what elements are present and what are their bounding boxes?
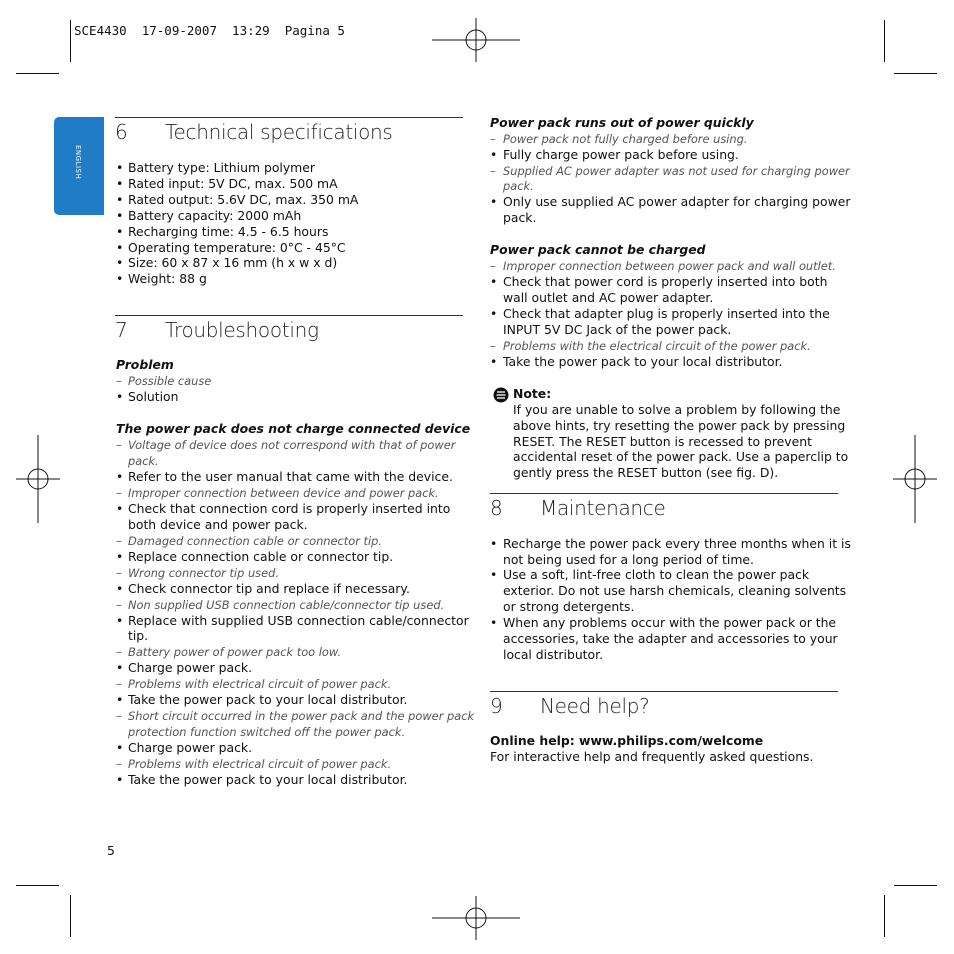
solution-text: Take the power pack to your local distributor. bbox=[503, 354, 783, 369]
cause-text: Supplied AC power adapter was not used for charging power bbox=[503, 164, 850, 178]
solution-text: pack. bbox=[503, 210, 537, 225]
note-label: Note: bbox=[513, 386, 552, 401]
maintenance-line: exterior. Do not use harsh chemicals, cleaning solvents bbox=[503, 583, 847, 598]
section-heading-technical-specifications bbox=[115, 120, 393, 144]
solution-text: Take the power pack to your local distributor. bbox=[128, 772, 408, 787]
section-heading-maintenance bbox=[490, 496, 666, 520]
section-title: Troubleshooting bbox=[165, 318, 319, 342]
spec-item: Size: 60 x 87 x 16 mm (h x w x d) bbox=[128, 255, 338, 270]
cause-text: Problems with electrical circuit of power pack. bbox=[128, 757, 392, 771]
solution-text: Take the power pack to your local distributor. bbox=[128, 692, 408, 707]
section-rule bbox=[490, 493, 838, 494]
legend-solution: Solution bbox=[128, 389, 179, 404]
crop-mark-line bbox=[894, 885, 937, 886]
section-heading-need-help bbox=[490, 694, 649, 718]
section-number: 8 bbox=[490, 496, 503, 520]
bullet: • bbox=[116, 581, 124, 596]
solution-text: Replace connection cable or connector tip. bbox=[128, 549, 394, 564]
cause-text: Short circuit occurred in the power pack and the power pack bbox=[128, 709, 475, 723]
bullet: • bbox=[116, 692, 124, 707]
crop-mark-line bbox=[70, 895, 71, 937]
online-help-text: For interactive help and frequently asked questions. bbox=[490, 749, 814, 764]
maintenance-line: local distributor. bbox=[503, 647, 604, 662]
section-number: 7 bbox=[115, 318, 128, 342]
spec-item: Recharging time: 4.5 - 6.5 hours bbox=[128, 224, 329, 239]
cause-text: Improper connection between device and power pack. bbox=[128, 486, 439, 500]
dash: – bbox=[116, 438, 122, 452]
section-rule bbox=[490, 691, 838, 692]
spec-item: Battery type: Lithium polymer bbox=[128, 160, 315, 175]
crop-mark-line bbox=[884, 20, 885, 62]
spec-item: Battery capacity: 2000 mAh bbox=[128, 208, 302, 223]
solution-text: Check that power cord is properly inserted into both bbox=[503, 274, 828, 289]
dash: – bbox=[116, 566, 122, 580]
bullet: • bbox=[116, 160, 124, 175]
solution-text: Charge power pack. bbox=[128, 660, 253, 675]
solution-text: tip. bbox=[128, 628, 149, 643]
dash: – bbox=[116, 709, 122, 723]
bullet: • bbox=[116, 255, 124, 270]
maintenance-line: When any problems occur with the power pack or the bbox=[503, 615, 837, 630]
maintenance-line: not being used for a long period of time. bbox=[503, 552, 754, 567]
note-line: above hints, try resetting the power pack by pressing bbox=[513, 418, 846, 433]
bullet: • bbox=[490, 354, 498, 369]
cause-text: Voltage of device does not correspond with that of power bbox=[128, 438, 456, 452]
bullet: • bbox=[116, 469, 124, 484]
solution-text: Replace with supplied USB connection cable/connector bbox=[128, 613, 469, 628]
crop-mark-line bbox=[70, 20, 71, 62]
legend-cause: Possible cause bbox=[128, 374, 212, 388]
crop-mark-line bbox=[894, 73, 937, 74]
bullet: • bbox=[490, 567, 498, 582]
dash: – bbox=[116, 534, 122, 548]
maintenance-line: accessories, take the adapter and accessories to your bbox=[503, 631, 838, 646]
language-tab bbox=[54, 117, 104, 215]
dash: – bbox=[490, 339, 496, 353]
spec-item: Weight: 88 g bbox=[128, 271, 207, 286]
cause-text: Improper connection between power pack and wall outlet. bbox=[503, 259, 836, 273]
maintenance-line: Use a soft, lint-free cloth to clean the power pack bbox=[503, 567, 810, 582]
cause-text: Problems with electrical circuit of power pack. bbox=[128, 677, 392, 691]
dash: – bbox=[116, 374, 122, 388]
bullet: • bbox=[490, 615, 498, 630]
solution-text: wall outlet and AC power adapter. bbox=[503, 290, 714, 305]
section-number: 6 bbox=[115, 120, 128, 144]
section-title: Need help? bbox=[540, 694, 650, 718]
spec-item: Rated output: 5.6V DC, max. 350 mA bbox=[128, 192, 359, 207]
bullet: • bbox=[116, 549, 124, 564]
maintenance-line: Recharge the power pack every three months when it is bbox=[503, 536, 851, 551]
bullet: • bbox=[116, 240, 124, 255]
registration-mark-bottom bbox=[432, 896, 522, 940]
cause-text: pack. bbox=[128, 454, 159, 468]
note-line: accidental reset of the power pack. Use a paperclip to bbox=[513, 449, 849, 464]
note-line: If you are unable to solve a problem by following the bbox=[513, 402, 841, 417]
problem-title: The power pack does not charge connected device bbox=[116, 421, 471, 436]
bullet: • bbox=[490, 306, 498, 321]
dash: – bbox=[116, 486, 122, 500]
cause-text: Wrong connector tip used. bbox=[128, 566, 279, 580]
dash: – bbox=[116, 677, 122, 691]
solution-text: both device and power pack. bbox=[128, 517, 308, 532]
cause-text: Battery power of power pack too low. bbox=[128, 645, 342, 659]
dash: – bbox=[490, 259, 496, 273]
solution-text: Check that connection cord is properly inserted into bbox=[128, 501, 451, 516]
bullet: • bbox=[116, 271, 124, 286]
problem-title: Power pack cannot be charged bbox=[490, 242, 706, 257]
cause-text: protection function switched off the power pack. bbox=[128, 725, 406, 739]
solution-text: Only use supplied AC power adapter for charging power bbox=[503, 194, 851, 209]
dash: – bbox=[116, 598, 122, 612]
dash: – bbox=[116, 757, 122, 771]
cause-text: Power pack not fully charged before using. bbox=[503, 132, 748, 146]
section-title: Technical specifications bbox=[165, 120, 393, 144]
bullet: • bbox=[490, 274, 498, 289]
bullet: • bbox=[116, 192, 124, 207]
solution-text: INPUT 5V DC Jack of the power pack. bbox=[503, 322, 732, 337]
crop-mark-line bbox=[16, 885, 59, 886]
registration-mark-right bbox=[893, 435, 937, 525]
maintenance-line: or strong detergents. bbox=[503, 599, 635, 614]
bullet: • bbox=[490, 147, 498, 162]
crop-mark-line bbox=[884, 895, 885, 937]
bullet: • bbox=[116, 740, 124, 755]
bullet: • bbox=[116, 660, 124, 675]
solution-text: Refer to the user manual that came with the device. bbox=[128, 469, 453, 484]
solution-text: Check that adapter plug is properly inserted into the bbox=[503, 306, 830, 321]
cause-text: Problems with the electrical circuit of the power pack. bbox=[503, 339, 811, 353]
bullet: • bbox=[116, 501, 124, 516]
bullet: • bbox=[116, 208, 124, 223]
bullet: • bbox=[116, 389, 124, 404]
dash: – bbox=[490, 164, 496, 178]
solution-text: Fully charge power pack before using. bbox=[503, 147, 739, 162]
section-number: 9 bbox=[490, 694, 503, 718]
page-number: 5 bbox=[107, 843, 115, 858]
cause-text: Non supplied USB connection cable/connector tip used. bbox=[128, 598, 445, 612]
language-tab-label: ENGLISH bbox=[74, 145, 82, 180]
crop-mark-line bbox=[16, 73, 59, 74]
cause-text: pack. bbox=[503, 179, 534, 193]
note-icon bbox=[493, 387, 509, 403]
note-line: RESET. The RESET button is recessed to prevent bbox=[513, 434, 812, 449]
note-line: gently press the RESET button (see fig. D). bbox=[513, 465, 779, 480]
bullet: • bbox=[116, 613, 124, 628]
spec-item: Operating temperature: 0°C - 45°C bbox=[128, 240, 346, 255]
section-rule bbox=[115, 315, 463, 316]
bullet: • bbox=[116, 176, 124, 191]
cause-text: Damaged connection cable or connector tip. bbox=[128, 534, 382, 548]
solution-text: Check connector tip and replace if necessary. bbox=[128, 581, 410, 596]
solution-text: Charge power pack. bbox=[128, 740, 253, 755]
bullet: • bbox=[490, 536, 498, 551]
bullet: • bbox=[490, 194, 498, 209]
registration-mark-left bbox=[16, 435, 60, 525]
problem-title: Power pack runs out of power quickly bbox=[490, 115, 754, 130]
dash: – bbox=[490, 132, 496, 146]
section-heading-troubleshooting bbox=[115, 318, 319, 342]
section-rule bbox=[115, 117, 463, 118]
online-help-link[interactable]: Online help: www.philips.com/welcome bbox=[490, 733, 764, 748]
dash: – bbox=[116, 645, 122, 659]
legend-problem: Problem bbox=[116, 357, 174, 372]
registration-mark-top bbox=[432, 18, 522, 62]
spec-item: Rated input: 5V DC, max. 500 mA bbox=[128, 176, 338, 191]
bullet: • bbox=[116, 772, 124, 787]
section-title: Maintenance bbox=[540, 496, 666, 520]
print-slug: SCE4430 17-09-2007 13:29 Pagina 5 bbox=[74, 23, 345, 38]
bullet: • bbox=[116, 224, 124, 239]
